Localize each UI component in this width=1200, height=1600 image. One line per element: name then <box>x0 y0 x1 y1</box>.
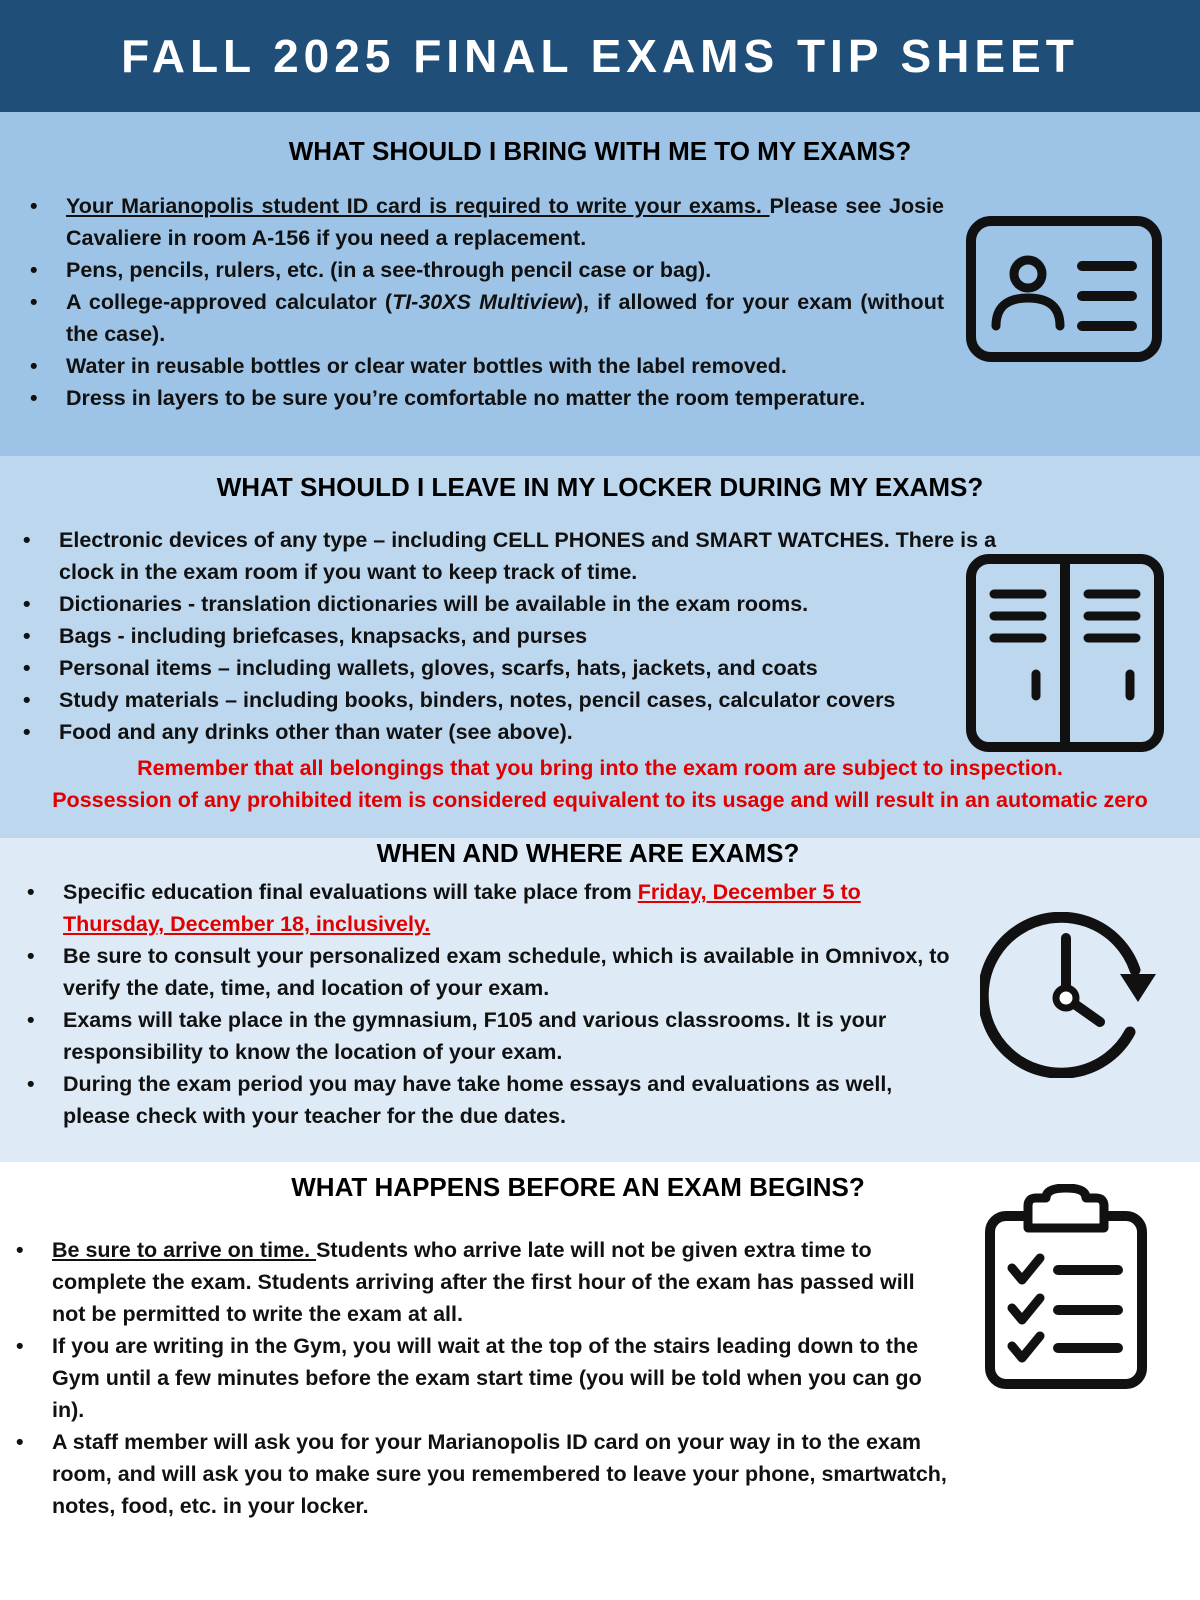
bring-title: WHAT SHOULD I BRING WITH ME TO MY EXAMS? <box>288 136 912 166</box>
leave-section <box>0 456 1200 838</box>
prohibited-item-warning: Possession of any prohibited item is considered equivalent to its usage and will result in an automatic zero <box>52 788 1148 812</box>
list-item: • Bags - including briefcases, knapsacks, and purses <box>19 620 997 652</box>
before-list <box>12 1234 947 1522</box>
list-item: • Exams will take place in the gymnasium, F105 and various classrooms. It is your responsibility to know the location of your exam. <box>23 1004 963 1068</box>
clipboard-checklist-icon <box>984 1184 1150 1390</box>
list-item: • Dictionaries - translation dictionaries will be available in the exam rooms. <box>19 588 997 620</box>
bring-section <box>0 112 1200 456</box>
list-item: • Water in reusable bottles or clear water bottles with the label removed. <box>26 350 944 382</box>
when-title: WHEN AND WHERE ARE EXAMS? <box>376 838 800 868</box>
list-item: • Dress in layers to be sure you’re comfortable no matter the room temperature. <box>26 382 944 414</box>
calculator-model: TI-30XS Multiview <box>392 290 576 314</box>
list-item: • A college-approved calculator (TI-30XS Multiview), if allowed for your exam (without the case). <box>26 286 944 350</box>
list-item: • Your Marianopolis student ID card is required to write your exams. Please see Josie Cavaliere in room A-156 if you need a replacement. <box>26 190 944 254</box>
list-item: • Be sure to arrive on time. Students who arrive late will not be given extra time to complete the exam. Students arriving after the first hour of the exam has passed will not be permitted to write the exam at all. <box>12 1234 947 1330</box>
before-section <box>0 1162 1200 1600</box>
list-item: • Specific education final evaluations will take place from Friday, December 5 to Thursday, December 18, inclusively. <box>23 876 963 940</box>
list-item: • If you are writing in the Gym, you will wait at the top of the stairs leading down to the Gym until a few minutes before the exam start time (you will be told when you can go in). <box>12 1330 947 1426</box>
exam-dates: Friday, December 5 to Thursday, December 18, inclusively. <box>63 880 861 936</box>
list-item: • During the exam period you may have take home essays and evaluations as well, please check with your teacher for the due dates. <box>23 1068 963 1132</box>
list-item: • Be sure to consult your personalized exam schedule, which is available in Omnivox, to verify the date, time, and location of your exam. <box>23 940 963 1004</box>
list-item: • Food and any drinks other than water (see above). <box>19 716 997 748</box>
when-list <box>23 876 963 1132</box>
locker-icon <box>966 554 1164 754</box>
leave-list <box>19 524 997 748</box>
leave-title: WHAT SHOULD I LEAVE IN MY LOCKER DURING MY EXAMS? <box>216 472 984 502</box>
arrive-on-time: Be sure to arrive on time. <box>52 1238 317 1262</box>
when-section <box>0 838 1200 1162</box>
inspection-warning: Remember that all belongings that you bring into the exam room are subject to inspection. <box>137 756 1063 780</box>
list-item: • Personal items – including wallets, gloves, scarfs, hats, jackets, and coats <box>19 652 997 684</box>
list-item: • Pens, pencils, rulers, etc. (in a see-through pencil case or bag). <box>26 254 944 286</box>
id-card-requirement: Your Marianopolis student ID card is required to write your exams. <box>66 194 770 218</box>
bring-list <box>26 190 944 414</box>
id-card-icon <box>966 216 1164 366</box>
before-title: WHAT HAPPENS BEFORE AN EXAM BEGINS? <box>291 1172 865 1202</box>
list-item: • Electronic devices of any type – including CELL PHONES and SMART WATCHES. There is a clock in the exam room if you want to keep track of time. <box>19 524 997 588</box>
page-title: FALL 2025 FINAL EXAMS TIP SHEET <box>0 0 1200 112</box>
list-item: • Study materials – including books, binders, notes, pencil cases, calculator covers <box>19 684 997 716</box>
clock-icon <box>980 912 1166 1078</box>
list-item: • A staff member will ask you for your Marianopolis ID card on your way in to the exam room, and will ask you to make sure you remembered to leave your phone, smartwatch, notes, food, etc. in your locker. <box>12 1426 947 1522</box>
